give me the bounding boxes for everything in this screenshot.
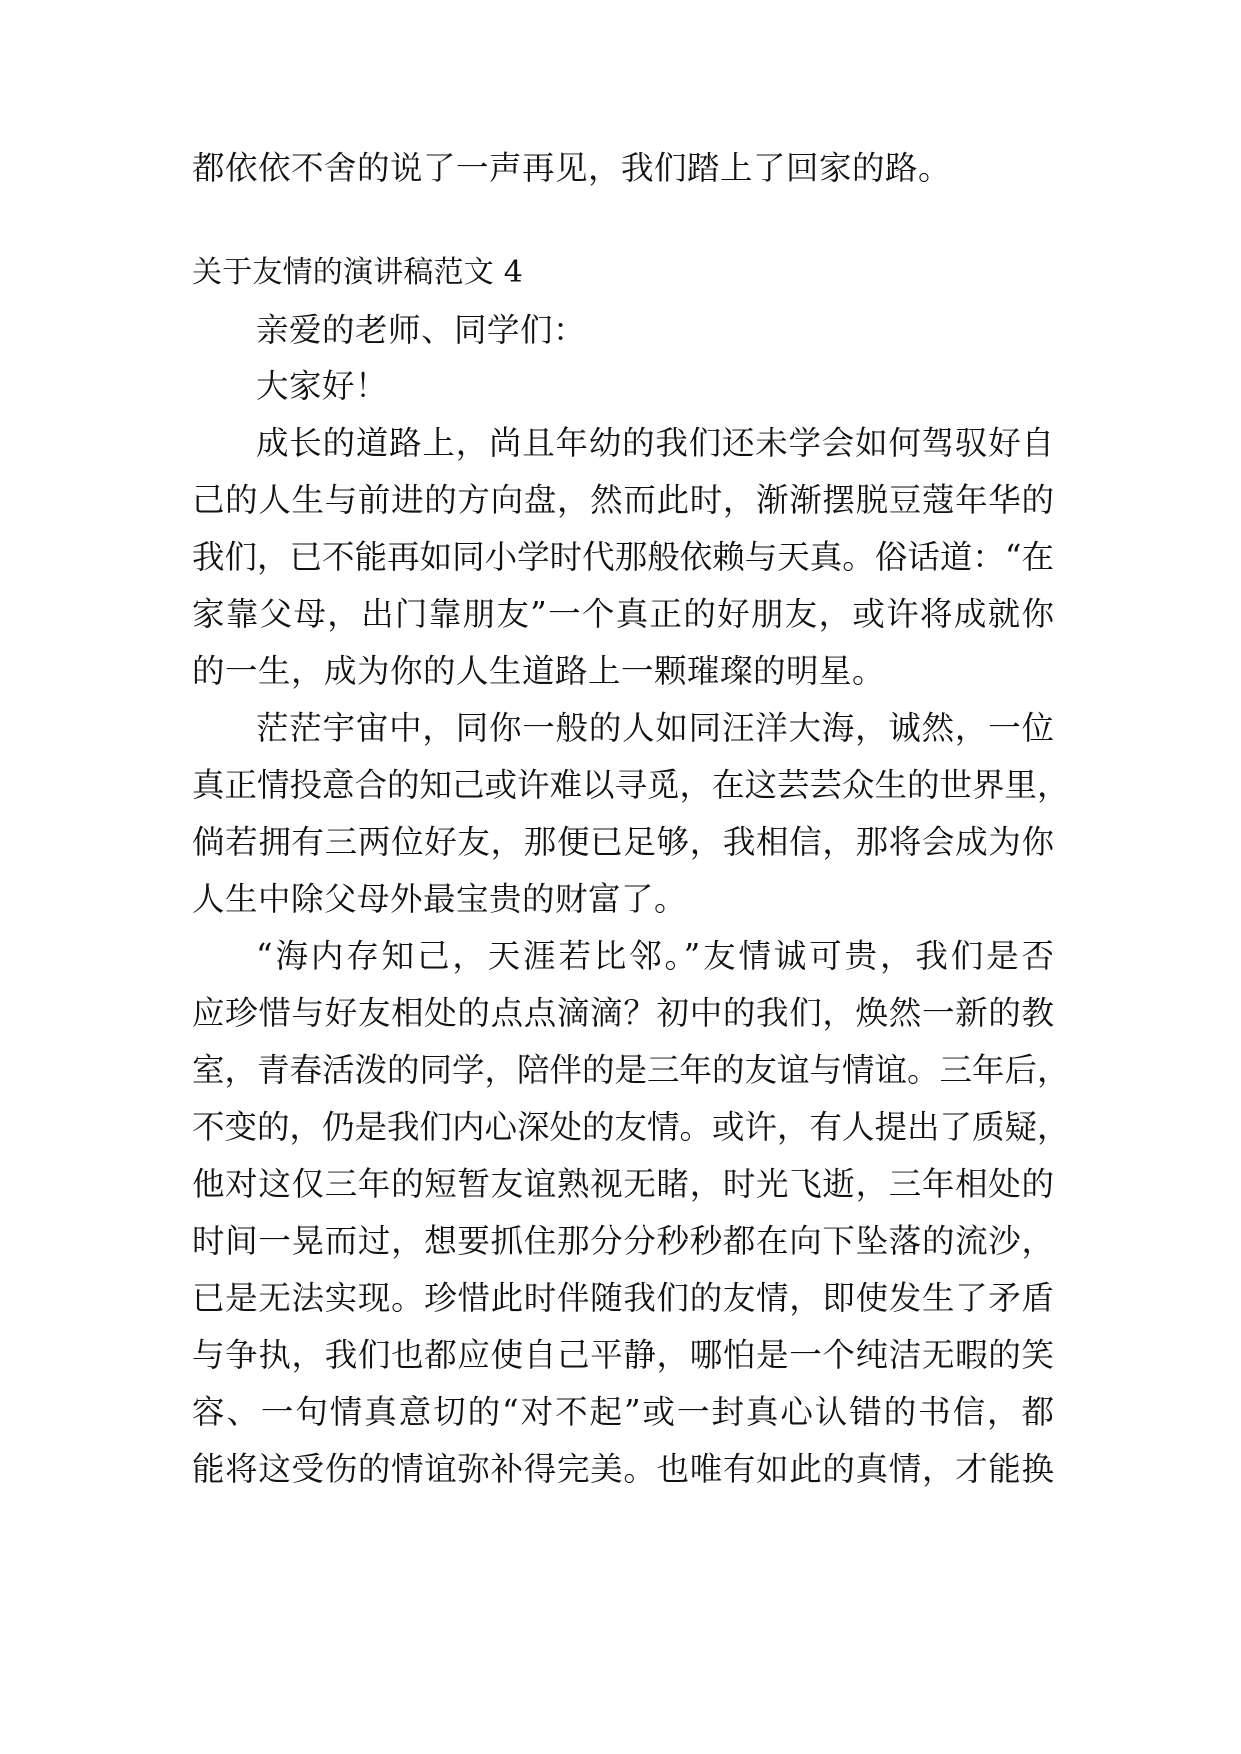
paragraph-2-line: 真正情投意合的知己或许难以寻觅，在这芸芸众生的世界里， (192, 766, 1070, 804)
paragraph-3-line: 室，青春活泼的同学，陪伴的是三年的友谊与情谊。三年后， (192, 1051, 1070, 1089)
continuation-line: 都依依不舍的说了一声再见，我们踏上了回家的路。 (192, 149, 952, 187)
paragraph-1-line: 成长的道路上，尚且年幼的我们还未学会如何驾驭好自 (256, 424, 1054, 462)
paragraph-2-line: 茫茫宇宙中，同你一般的人如同汪洋大海，诚然，一位 (256, 709, 1054, 747)
paragraph-3-line: 已是无法实现。珍惜此时伴随我们的友情，即使发生了矛盾 (192, 1279, 1054, 1317)
paragraph-1-line: 的一生，成为你的人生道路上一颗璀璨的明星。 (192, 652, 886, 690)
paragraph-3-line: 他对这仅三年的短暂友谊熟视无睹，时光飞逝，三年相处的 (192, 1165, 1054, 1203)
paragraph-2-line: 倘若拥有三两位好友，那便已足够，我相信，那将会成为你 (192, 823, 1054, 861)
salutation: 亲爱的老师、同学们： (256, 311, 587, 349)
paragraph-2-line: 人生中除父母外最宝贵的财富了。 (192, 880, 688, 918)
paragraph-1-line: 家靠父母，出门靠朋友”一个真正的好朋友，或许将成就你 (192, 595, 1054, 633)
paragraph-3-line: “海内存知己，天涯若比邻。”友情诚可贵，我们是否 (256, 937, 1054, 975)
greeting: 大家好！ (256, 367, 389, 405)
paragraph-1-line: 己的人生与前进的方向盘，然而此时，渐渐摆脱豆蔻年华的 (192, 481, 1054, 519)
paragraph-1-line: 我们，已不能再如同小学时代那般依赖与天真。俗话道：“在 (192, 538, 1054, 576)
section-title: 关于友情的演讲稿范文 4 (192, 255, 524, 290)
paragraph-3-line: 不变的，仍是我们内心深处的友情。或许，有人提出了质疑， (192, 1108, 1070, 1146)
paragraph-3-line: 容、一句情真意切的“对不起”或一封真心认错的书信，都 (192, 1393, 1054, 1431)
paragraph-3-line: 能将这受伤的情谊弥补得完美。也唯有如此的真情，才能换 (192, 1450, 1054, 1488)
paragraph-3-line: 时间一晃而过，想要抓住那分分秒秒都在向下坠落的流沙， (192, 1222, 1054, 1260)
paragraph-3-line: 应珍惜与好友相处的点点滴滴？初中的我们，焕然一新的教 (192, 994, 1054, 1032)
paragraph-3-line: 与争执，我们也都应使自己平静，哪怕是一个纯洁无暇的笑 (192, 1336, 1054, 1374)
